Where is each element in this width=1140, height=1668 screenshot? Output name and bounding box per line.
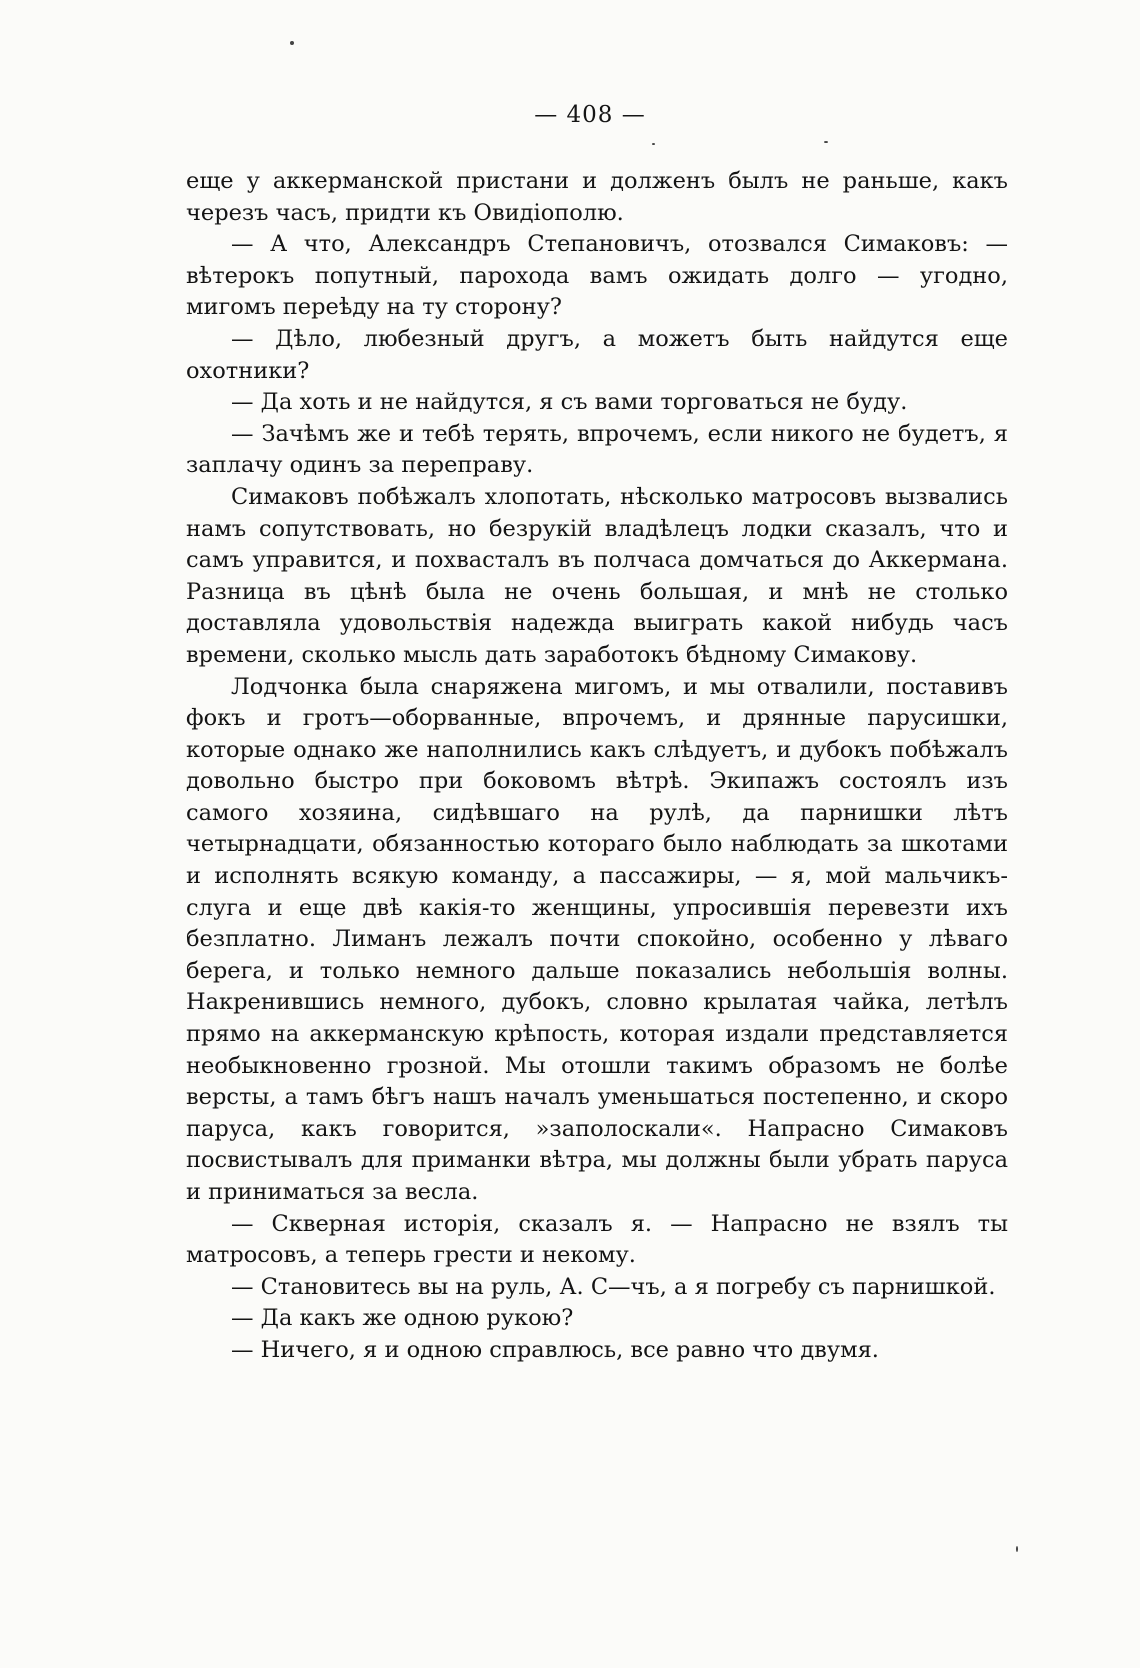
scan-speck [1016, 1546, 1018, 1552]
scan-speck [824, 141, 828, 143]
paragraph: Лодчонка была снаряжена мигомъ, и мы отвалили, поставивъ фокъ и гротъ—оборванные, впрочемъ, и дрянные парусишки, которые однако же наполнились какъ слѣдуетъ, и дубокъ побѣжалъ довольно быстро при боковомъ вѣтрѣ. Экипажъ состоялъ изъ самого хозяина, сидѣвшаго на рулѣ, да парнишки лѣтъ четырнадцати, обязанностью котораго было наблюдать за шкотами и исполнять всякую команду, а пассажиры, — я, мой мальчикъ-слуга и еще двѣ какія-то женщины, упросившія перевезти ихъ безплатно. Лиманъ лежалъ почти спокойно, особенно у лѣваго берега, и только немного дальше показались небольшія волны. Накренившись немного, дубокъ, словно крылатая чайка, летѣлъ прямо на аккерманскую крѣпость, которая издали представляется необыкновенно грозной. Мы отошли такимъ образомъ не болѣе версты, а тамъ бѣгъ нашъ началъ уменьшаться постепенно, и скоро паруса, какъ говорится, »заполоскали«. Напрасно Симаковъ посвистывалъ для приманки вѣтра, мы должны были убрать паруса и приниматься за весла. [186, 673, 1008, 1205]
paragraph: — А что, Александръ Степановичъ, отозвался Симаковъ: — вѣтерокъ попутный, парохода вамъ ожидать долго — угодно, мигомъ переѣду на ту сторону? [186, 231, 1008, 321]
scan-speck [652, 143, 655, 145]
scan-speck [290, 41, 294, 45]
page-number: — 408 — [534, 102, 646, 128]
paragraph: — Скверная исторія, сказалъ я. — Напрасно не взялъ ты матросовъ, а теперь грести и некому. [186, 1210, 1008, 1269]
paragraph: еще у аккерманской пристани и долженъ былъ не раньше, какъ черезъ часъ, придти къ Овидіополю. [186, 168, 1008, 226]
body-text [186, 166, 1008, 1367]
paragraph: — Зачѣмъ же и тебѣ терять, впрочемъ, если никого не будетъ, я заплачу одинъ за переправу. [186, 420, 1008, 479]
paragraph: — Да хоть и не найдутся, я съ вами торговаться не буду. [231, 389, 908, 416]
paragraph: — Становитесь вы на руль, А. С—чъ, а я погребу съ парнишкой. [231, 1273, 996, 1300]
paragraph: — Дѣло, любезный другъ, а можетъ быть найдутся еще охотники? [186, 325, 1008, 384]
paragraph: Симаковъ побѣжалъ хлопотать, нѣсколько матросовъ вызвались намъ сопутствовать, но безрукій владѣлецъ лодки сказалъ, что и самъ управится, и похвасталъ въ полчаса домчаться до Аккермана. Разница въ цѣнѣ была не очень большая, и мнѣ не столько доставляла удовольствія надежда выиграть какой нибудь часъ времени, сколько мысль дать заработокъ бѣдному Симакову. [186, 483, 1008, 668]
paragraph: — Да какъ же одною рукою? [231, 1305, 574, 1332]
paragraph: — Ничего, я и одною справлюсь, все равно что двумя. [231, 1336, 879, 1363]
